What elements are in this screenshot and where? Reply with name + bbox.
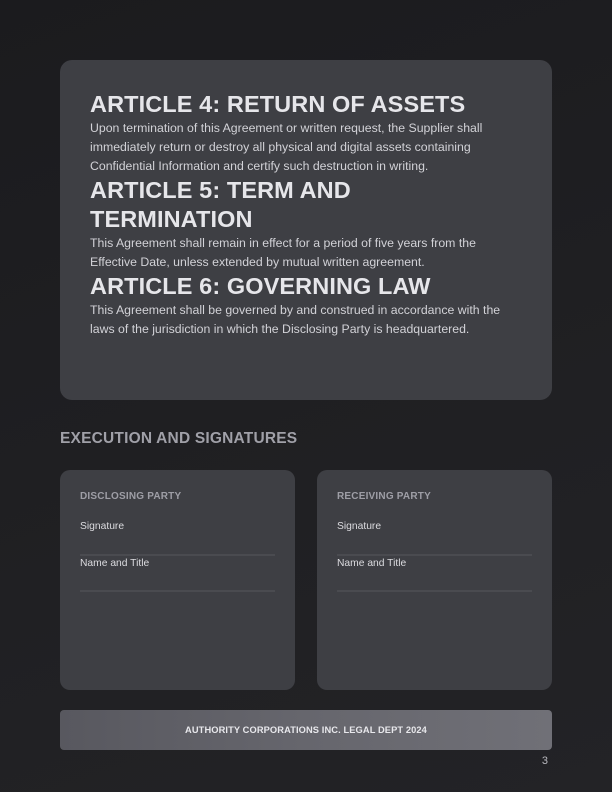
signatures-section-title: EXECUTION AND SIGNATURES <box>60 430 298 447</box>
article-body: This Agreement shall be governed by and construed in accordance with the laws of the jurisdiction in which the Disclosing Party is headquartered. <box>90 303 501 336</box>
footer-bar <box>60 710 552 750</box>
disclosing-party-card <box>60 470 295 690</box>
page-number: 3 <box>541 755 548 767</box>
article-heading: ARTICLE 5: TERM AND TERMINATION <box>90 177 351 232</box>
footer-text: AUTHORITY CORPORATIONS INC. LEGAL DEPT 2024 <box>185 725 427 735</box>
party-title: RECEIVING PARTY <box>337 491 431 502</box>
receiving-party-card <box>317 470 552 690</box>
name-title-label: Name and Title <box>337 558 407 569</box>
article-4 <box>90 90 522 176</box>
signature-field[interactable] <box>80 521 275 556</box>
article-5 <box>90 176 522 272</box>
article-6 <box>90 272 522 339</box>
article-body: Upon termination of this Agreement or written request, the Supplier shall immediately return or destroy all physical and digital assets containing Confidential Information and certify such destruction in writing. <box>90 121 483 173</box>
signature-field[interactable] <box>337 521 532 556</box>
signature-label: Signature <box>337 521 382 532</box>
article-body: This Agreement shall remain in effect for a period of five years from the Effective Date, unless extended by mutual written agreement. <box>90 236 476 269</box>
name-title-field[interactable] <box>80 556 275 592</box>
name-title-field[interactable] <box>337 556 532 592</box>
party-title: DISCLOSING PARTY <box>80 491 182 502</box>
article-heading: ARTICLE 6: GOVERNING LAW <box>90 273 431 299</box>
signature-label: Signature <box>80 521 125 532</box>
name-title-label: Name and Title <box>80 558 150 569</box>
articles-card <box>60 60 552 400</box>
article-heading: ARTICLE 4: RETURN OF ASSETS <box>90 91 466 117</box>
